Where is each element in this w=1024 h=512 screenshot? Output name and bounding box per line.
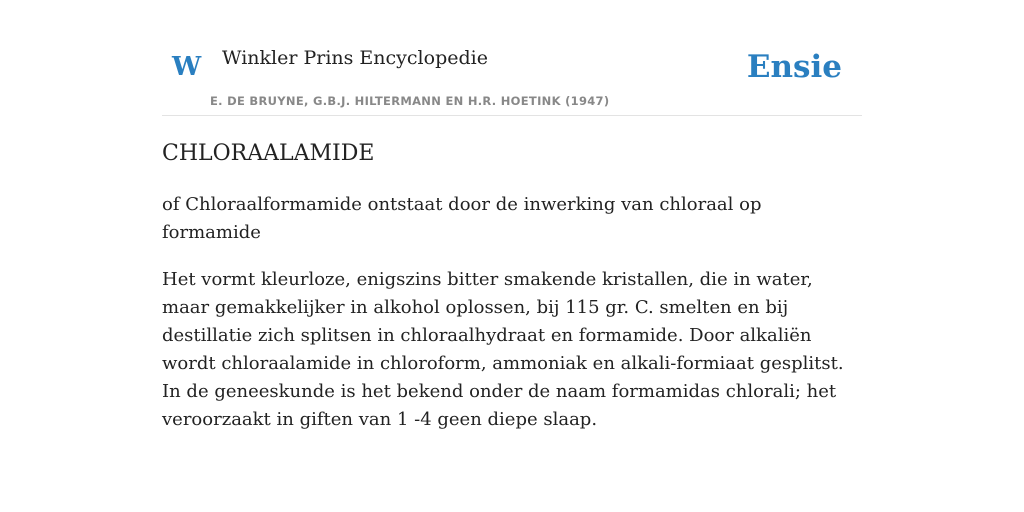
article	[162, 140, 862, 434]
article-lead: of Chloraalformamide ontstaat door de inwerking van chloraal op formamide	[162, 194, 762, 243]
book-title[interactable]: Winkler Prins Encyclopedie	[222, 47, 488, 69]
article-body: Het vormt kleurloze, enigszins bitter smakende kristallen, die in water, maar gemakkelijker in alkohol oplossen, bij 115 gr. C. smelten en bij destillatie zich splitsen in chloraalhydraat en formamide. Door alkaliën wordt chloraalamide in chloroform, ammoniak en alkali-formiaat gesplitst. In de geneeskunde is het bekend onder de naam formamidas chlorali; het veroorzaakt in giften van 1 -4 geen diepe slaap.	[162, 269, 844, 430]
winkler-prins-logo-icon[interactable]: W	[172, 52, 202, 82]
header	[162, 40, 862, 116]
article-title: CHLORAALAMIDE	[162, 141, 375, 166]
ensie-brand-link[interactable]: Ensie	[746, 49, 842, 85]
book-authors: E. DE BRUYNE, G.B.J. HILTERMANN EN H.R. HOETINK (1947)	[210, 94, 610, 108]
